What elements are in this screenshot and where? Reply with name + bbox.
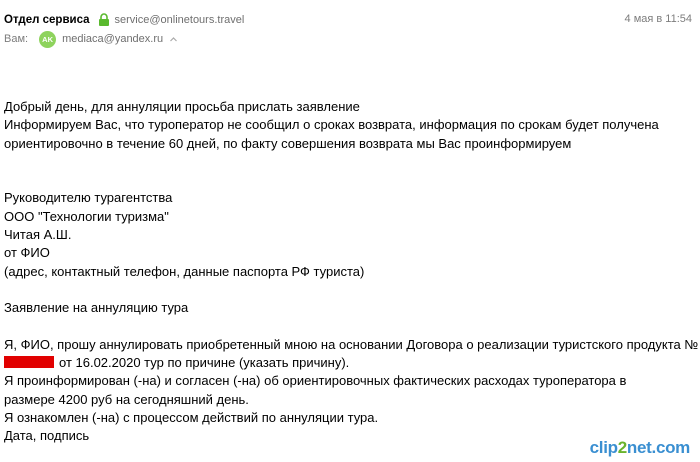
sender-name[interactable]: Отдел сервиса	[4, 14, 90, 26]
message-line: Дата, подпись	[4, 428, 90, 444]
avatar: AK	[39, 31, 56, 48]
message-line	[4, 281, 698, 299]
chevron-up-icon[interactable]	[169, 35, 178, 44]
message-date: 4 мая в 11:54	[624, 13, 692, 25]
message-line-text: от 16.02.2020 тур по причине (указать причину).	[59, 355, 350, 371]
watermark-part: clip	[589, 438, 618, 457]
watermark-logo	[590, 438, 690, 458]
recipient-email[interactable]: mediaca@yandex.ru	[62, 33, 164, 45]
message-line	[4, 171, 698, 189]
message-line: Заявление на аннуляцию тура	[4, 300, 189, 316]
message-body	[4, 98, 698, 446]
watermark-part: net	[626, 438, 652, 457]
recipient-row	[4, 30, 178, 48]
message-line: Я проинформирован (-на) и согласен (-на) об ориентировочных фактических расходах туроператора в	[4, 373, 627, 389]
message-line: Я ознакомлен (-на) с процессом действий по аннуляции тура.	[4, 410, 379, 426]
message-line: Читая А.Ш.	[4, 227, 72, 243]
message-line	[4, 153, 698, 171]
message-line: Информируем Вас, что туроператор не сообщил о сроках возврата, информация по срокам будет получена	[4, 117, 659, 133]
message-line	[4, 318, 698, 336]
message-line: Я, ФИО, прошу аннулировать приобретенный мною на основании Договора о реализации туристского продукта №	[4, 336, 699, 352]
message-line: Руководителю турагентства	[4, 190, 173, 206]
watermark-part: 2	[617, 438, 627, 457]
redaction-block	[4, 356, 54, 368]
message-line: ООО "Технологии туризма"	[4, 208, 169, 224]
sender-email[interactable]: service@onlinetours.travel	[114, 14, 245, 26]
message-line: размере 4200 руб на сегодняшний день.	[4, 391, 249, 407]
to-label: Вам:	[4, 33, 29, 45]
message-line-redacted	[4, 354, 698, 372]
message-line: ориентировочно в течение 60 дней, по факту совершения возврата мы Вас проинформируем	[4, 135, 572, 151]
message-line: Добрый день, для аннуляции просьба прислать заявление	[4, 99, 360, 114]
lock-icon	[98, 13, 110, 27]
message-line: (адрес, контактный телефон, данные паспорта РФ туриста)	[4, 263, 365, 279]
message-header	[4, 12, 244, 28]
message-line: от ФИО	[4, 245, 50, 261]
watermark-part: .com	[651, 438, 690, 457]
